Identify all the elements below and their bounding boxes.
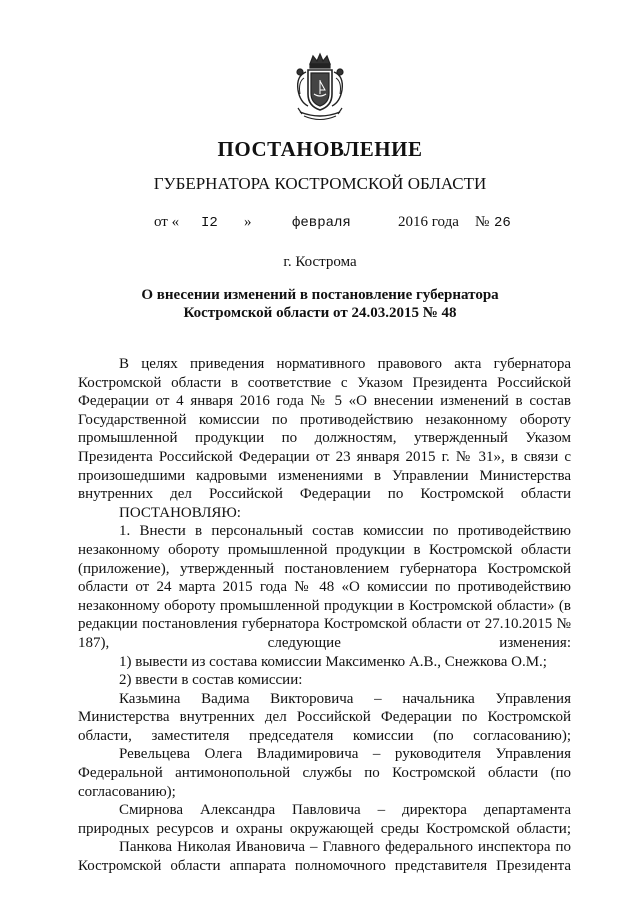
- issuer-name: ГУБЕРНАТОРА КОСТРОМСКОЙ ОБЛАСТИ: [153, 174, 487, 193]
- document-body: [78, 355, 571, 876]
- paragraph-member-pankov: Панкова Николая Ивановича – Главного федерального инспектора по Костромской области аппарата полномочного представителя Президента: [78, 839, 571, 875]
- date-quote-close: »: [244, 214, 252, 230]
- paragraph-member-reveltsev: Ревельцева Олега Владимировича – руководителя Управления Федеральной антимонопольной службы по Костромской области (по согласованию);: [78, 746, 571, 800]
- document-subject: [80, 286, 560, 322]
- date-prefix: от «: [154, 214, 180, 230]
- document-number: 26: [494, 215, 511, 231]
- paragraph-member-kazmin: Казьмина Вадима Викторовича – начальника Управления Министерства внутренних дел Российской Федерации по Костромской области, заместителя председателя комиссии (по согласованию);: [78, 690, 571, 744]
- coat-of-arms-emblem: [286, 50, 354, 126]
- paragraph-add-members: 2) ввести в состав комиссии:: [119, 672, 303, 689]
- paragraph-remove-members: 1) вывести из состава комиссии Максименко А.В., Снежкова О.М.;: [119, 653, 547, 670]
- date-day: I2: [201, 215, 218, 231]
- date-line: [0, 214, 640, 234]
- date-year: 2016 года: [398, 214, 459, 230]
- paragraph-preamble: В целях приведения нормативного правового акта губернатора Костромской области в соответствие с Указом Президента Российской Федерации от 4 января 2016 года № 5 «О внесении изменений в состав Государственной комиссии по противодействию незаконному обороту промышленной продукции по должностям, утвержденный Указом Президента Российской Федерации от 23 января 2015 г. № 31», в связи с произошедшими кадровыми изменениями в Управлении Министерства внутренних дел Российской Федерации по Костромской области: [78, 356, 571, 503]
- paragraph-item-1: 1. Внести в персональный состав комиссии по противодействию незаконному обороту промышленной продукции в Костромской области (приложение), утвержденный постановлением губернатора Костромской области от 24 марта 2015 года № 48 «О комиссии по противодействию незаконному обороту промышленной продукции в Костромской области» (в редакции постановления губернатора Костромской области от 27.10.2015 № 187), следующие изменения:: [78, 523, 571, 651]
- paragraph-member-smirnov: Смирнова Александра Павловича – директора департамента природных ресурсов и охраны окружающей среды Костромской области;: [78, 802, 571, 837]
- subject-line-1: О внесении изменений в постановление губернатора: [141, 287, 499, 303]
- paragraph-resolve: ПОСТАНОВЛЯЮ:: [119, 504, 241, 521]
- date-month: февраля: [292, 215, 351, 231]
- city: г. Кострома: [283, 254, 357, 270]
- number-sign: №: [475, 214, 490, 230]
- subject-line-2: Костромской области от 24.03.2015 № 48: [183, 305, 457, 321]
- document-title: ПОСТАНОВЛЕНИЕ: [217, 137, 423, 161]
